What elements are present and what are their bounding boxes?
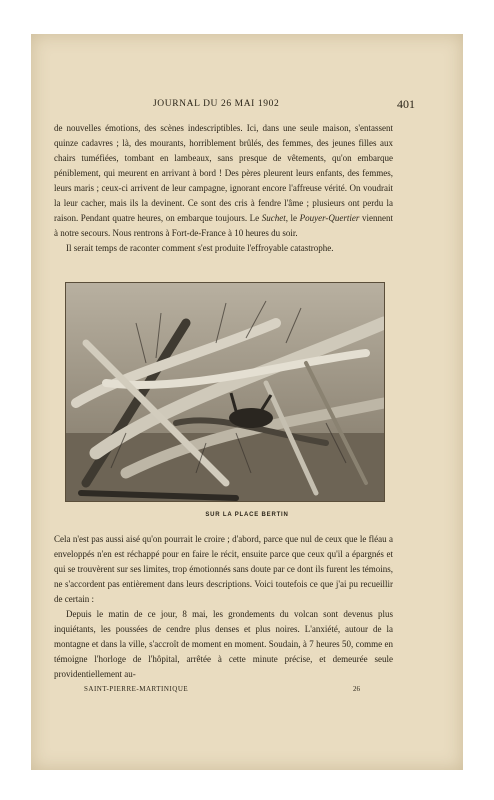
book-page xyxy=(31,34,463,770)
photograph xyxy=(65,282,385,502)
paragraph: Il serait temps de raconter comment s'est produite l'effroyable catastrophe. xyxy=(66,243,334,253)
running-title: JOURNAL DU 26 MAI 1902 xyxy=(153,99,280,109)
text-block-bottom xyxy=(54,532,393,682)
paragraph: Depuis le matin de ce jour, 8 mai, les grondements du volcan sont devenus plus inquiétants, les poussées de cendre plus denses et plus noires. L'anxiété, autour de la montagne et dans la ville, s'accroît de moment en moment. Soudain, à 7 heures 50, comme en témoigne l'horloge de l'hôpital, arrêtée à cette minute précise, et demeurée seule providentiellement au- xyxy=(54,609,393,679)
page-header xyxy=(31,99,463,113)
signature-mark: 26 xyxy=(353,685,360,693)
page-footer xyxy=(84,685,384,695)
ship-name: Suchet xyxy=(261,213,286,223)
photograph-devastated-trees xyxy=(66,283,384,501)
figure-caption: SUR LA PLACE BERTIN xyxy=(205,512,289,518)
paragraph: Cela n'est pas aussi aisé qu'on pourrait le croire ; d'abord, parce que nul de ceux que le fléau a enveloppés n'en est réchappé pour en faire le récit, ensuite parce que ceux qu'il a épargnés et qui se trouvèrent sur ses limites, trop émotionnés sans doute par ce dont ils furent les témoins, ne s'accordent pas entièrement dans leurs descriptions. Voici toutefois ce que j'ai pu recueillir de certain : xyxy=(54,534,393,604)
ship-name: Pouyer-Quertier xyxy=(299,213,360,223)
page-number: 401 xyxy=(397,97,415,111)
paragraph: de nouvelles émotions, des scènes indescriptibles. Ici, dans une seule maison, s'entassent quinze cadavres ; là, des mourants, horriblement brûlés, des femmes, des jeunes filles aux chairs tuméfiées, tombant en lambeaux, sans presque de vêtements, qu'on embarque péniblement, qui meurent en arrivant à bord ! Des pères pleurent leurs enfants, des femmes, leurs maris ; ceux-ci arrivent de leur campagne, ignorant encore l'affreuse vérité. On voudrait la leur cacher, mais ils la devinent. Ce sont des cris à fendre l'âme ; plusieurs ont perdu la raison. Pendant quatre heures, on embarque toujours. Le Suchet, le Pouyer-Quertier viennent à notre secours. Nous rentrons à Fort-de-France à 10 heures du soir. xyxy=(54,123,393,238)
footer-title: SAINT-PIERRE-MARTINIQUE xyxy=(84,685,189,693)
text-block-top xyxy=(54,121,393,256)
